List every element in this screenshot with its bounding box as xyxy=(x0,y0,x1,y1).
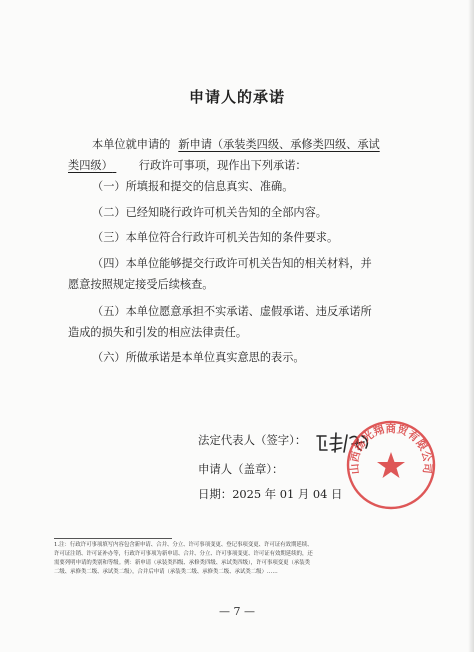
intro-item-line2: 类四级） xyxy=(68,159,113,172)
commitment-3: （三）本单位符合行政许可机关告知的条件要求。 xyxy=(92,231,339,244)
footnote-line-2: 许可证注销、许可证补办等，行政许可事项为新申请、合并、分立、许可事项变更、许可证有效期延续的，还 xyxy=(54,551,313,557)
document-title: 申请人的承诺 xyxy=(188,88,285,106)
legal-rep-label: 法定代表人（签字）： xyxy=(198,433,307,447)
commitment-5-line2: 造成的损失和引发的相应法律责任。 xyxy=(68,326,248,339)
company-seal xyxy=(344,418,438,512)
applicant-label: 申请人（盖章）： xyxy=(198,462,284,476)
page-number: — 7 — xyxy=(219,605,255,618)
seal-text: 山西扬光翔商贸有限公司 xyxy=(348,422,434,475)
footnote-line-3: 需要列明申请的类别和等级。例：新申请（承装类四级、承修类四级、承试类四级），许可事项变更（承装类 xyxy=(54,560,311,566)
date-value: 2025 年 01 月 04 日 xyxy=(232,487,343,501)
intro-item-line1: 新申请（承装类四级、承修类四级、承试 xyxy=(178,138,380,151)
commitment-2: （二）已经知晓行政许可机关告知的全部内容。 xyxy=(92,206,327,219)
commitment-4-line1: （四）本单位能够提交行政许可机关告知的相关材料，并 xyxy=(92,257,372,270)
footnote-divider xyxy=(54,538,172,539)
date-label: 日期： xyxy=(198,487,233,501)
date-line xyxy=(198,486,342,502)
commitment-4-line2: 愿意按照规定接受后续核查。 xyxy=(68,278,214,291)
footnote-line-1: 1.注：行政许可事项填写内容包含新申请、合并、分立、许可事项变更、登记事项变更、许可证有效期延续、 xyxy=(54,542,313,548)
commitment-1: （一）所填报和提交的信息真实、准确。 xyxy=(92,180,294,193)
intro-suffix: 行政许可事项，现作出下列承诺： xyxy=(138,159,307,172)
footnote-line-4: 二级、承修类二级、承试类二级），合并后申请（承装类二级、承修类二级、承试类二级）…… xyxy=(54,569,278,575)
commitment-5-line1: （五）本单位愿意承担不实承诺、虚假承诺、违反承诺所 xyxy=(92,305,372,318)
intro-prefix: 本单位就申请的 xyxy=(92,138,171,151)
intro-line-1 xyxy=(92,134,380,155)
intro-line-2 xyxy=(68,155,307,176)
commitment-6: （六）所做承诺是本单位真实意思的表示。 xyxy=(92,351,305,364)
